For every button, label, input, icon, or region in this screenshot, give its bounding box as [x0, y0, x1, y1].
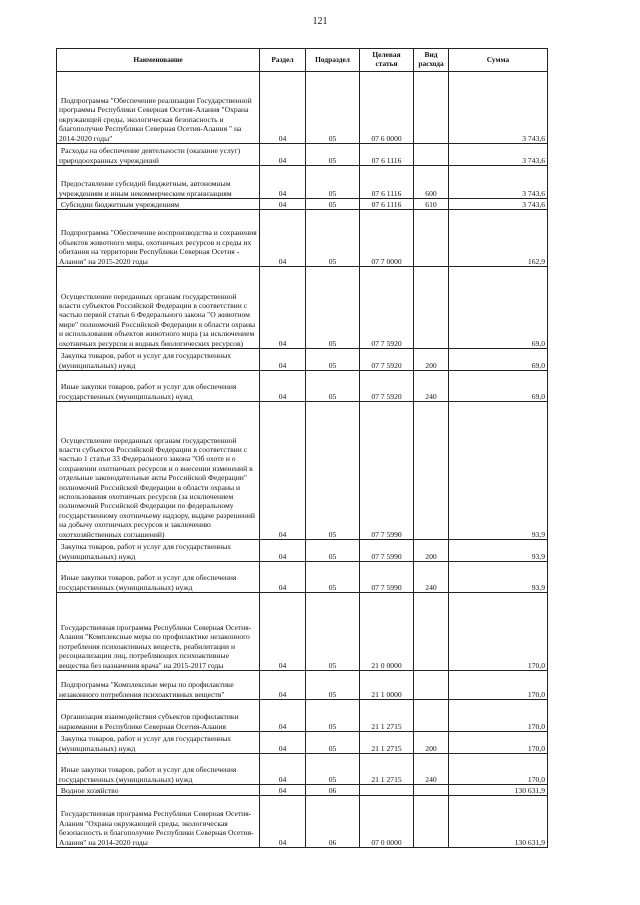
row-subsection: 05 [306, 72, 360, 144]
row-name: Осуществление переданных органам государственной власти субъектов Российской Федерации в соответствии с частью 1 статьи 33 Федерального закона "Об охоте и о сохранении охотничьих ресурсов и о внесении изменений в отдельные законодательные акты Российской Федерации" полномочий Российской Федерации в области охраны и использования охотничьих ресурсов (за исключением полномочий Российской Федерации по федеральному государственному охотничьему надзору, выдаче разрешений на добычу охотничьих ресурсов и заключению охотхозяйственных соглашений) [57, 402, 260, 540]
row-kind: 600 [414, 166, 449, 199]
row-section: 04 [260, 540, 306, 562]
table-row [57, 785, 548, 796]
row-target: 07 6 1116 [360, 144, 414, 166]
page-number: 121 [312, 16, 328, 27]
row-section: 04 [260, 371, 306, 402]
row-section: 04 [260, 210, 306, 267]
row-subsection: 05 [306, 700, 360, 732]
row-sum: 3 743,6 [449, 166, 548, 199]
row-name: Расходы на обеспечение деятельности (оказание услуг) природоохранных учреждений [57, 144, 260, 166]
row-target: 07 7 5990 [360, 562, 414, 593]
table-row [57, 144, 548, 166]
row-kind [414, 402, 449, 540]
row-name: Подпрограмма "Комплексные меры по профилактике незаконного потребления психоактивных веществ" [57, 671, 260, 700]
row-subsection: 06 [306, 796, 360, 848]
row-section: 04 [260, 671, 306, 700]
row-target: 07 7 5920 [360, 349, 414, 371]
row-target: 07 0 0000 [360, 796, 414, 848]
table-body [57, 72, 548, 848]
row-section: 04 [260, 402, 306, 540]
row-target: 21 1 2715 [360, 732, 414, 754]
table-row [57, 371, 548, 402]
row-target: 07 6 1116 [360, 199, 414, 210]
row-section: 04 [260, 267, 306, 349]
row-kind [414, 72, 449, 144]
row-section: 04 [260, 349, 306, 371]
row-sum: 93,9 [449, 402, 548, 540]
row-subsection: 05 [306, 371, 360, 402]
row-target: 07 6 1116 [360, 166, 414, 199]
row-target: 07 7 5920 [360, 371, 414, 402]
row-sum: 170,0 [449, 754, 548, 785]
table-row [57, 754, 548, 785]
row-subsection: 05 [306, 166, 360, 199]
row-kind [414, 593, 449, 671]
row-section: 04 [260, 754, 306, 785]
row-kind: 610 [414, 199, 449, 210]
row-subsection: 06 [306, 785, 360, 796]
row-subsection: 05 [306, 562, 360, 593]
table-header [57, 49, 548, 72]
table-row [57, 796, 548, 848]
row-target: 07 7 0000 [360, 210, 414, 267]
row-subsection: 05 [306, 144, 360, 166]
table-row [57, 166, 548, 199]
row-sum: 3 743,6 [449, 72, 548, 144]
row-subsection: 05 [306, 402, 360, 540]
row-subsection: 05 [306, 540, 360, 562]
row-name: Иные закупки товаров, работ и услуг для обеспечения государственных (муниципальных) нужд [57, 371, 260, 402]
row-kind: 200 [414, 349, 449, 371]
row-kind: 240 [414, 562, 449, 593]
row-kind: 240 [414, 371, 449, 402]
row-subsection: 05 [306, 593, 360, 671]
row-sum: 69,0 [449, 267, 548, 349]
table-row [57, 671, 548, 700]
header-name: Наименование [57, 49, 260, 72]
row-section: 04 [260, 732, 306, 754]
table-row [57, 210, 548, 267]
row-name: Осуществление переданных органам государственной власти субъектов Российской Федерации в соответствии с частью первой статьи 6 Федерального закона "О животном мире" полномочий Российской Федерации в области охраны и использования объектов животного мира (за исключением охотничьих ресурсов и водных биологических ресурсов) [57, 267, 260, 349]
row-sum: 170,0 [449, 593, 548, 671]
row-kind [414, 210, 449, 267]
row-section: 04 [260, 199, 306, 210]
row-section: 04 [260, 785, 306, 796]
table-row [57, 267, 548, 349]
row-target: 21 1 0000 [360, 671, 414, 700]
row-section: 04 [260, 593, 306, 671]
row-name: Закупка товаров, работ и услуг для государственных (муниципальных) нужд [57, 349, 260, 371]
table-row [57, 540, 548, 562]
row-sum: 93,9 [449, 540, 548, 562]
row-name: Закупка товаров, работ и услуг для государственных (муниципальных) нужд [57, 540, 260, 562]
row-kind: 240 [414, 754, 449, 785]
row-target: 07 7 5920 [360, 267, 414, 349]
row-sum: 170,0 [449, 671, 548, 700]
row-name: Иные закупки товаров, работ и услуг для обеспечения государственных (муниципальных) нужд [57, 754, 260, 785]
row-name: Водное хозяйство [57, 785, 260, 796]
row-sum: 170,0 [449, 700, 548, 732]
row-kind [414, 267, 449, 349]
header-kind: Вид расхода [414, 49, 449, 72]
header-sum: Сумма [449, 49, 548, 72]
row-kind [414, 671, 449, 700]
row-name: Иные закупки товаров, работ и услуг для обеспечения государственных (муниципальных) нужд [57, 562, 260, 593]
row-section: 04 [260, 796, 306, 848]
table-row [57, 199, 548, 210]
row-sum: 170,0 [449, 732, 548, 754]
table-row [57, 732, 548, 754]
row-section: 04 [260, 72, 306, 144]
header-subsection: Подраздел [306, 49, 360, 72]
row-target: 21 1 2715 [360, 700, 414, 732]
budget-table [56, 48, 548, 848]
row-subsection: 05 [306, 349, 360, 371]
row-name: Закупка товаров, работ и услуг для государственных (муниципальных) нужд [57, 732, 260, 754]
row-subsection: 05 [306, 267, 360, 349]
row-name: Подпрограмма "Обеспечение воспроизводства и сохранения объектов животного мира, охотничьих ресурсов и среды их обитания на территории Республики Северная Осетия - Алания" на 2015-2020 годы [57, 210, 260, 267]
row-name: Организация взаимодействия субъектов профилактики наркомании в Республике Северная Осетия-Алания [57, 700, 260, 732]
row-target: 21 1 2715 [360, 754, 414, 785]
row-section: 04 [260, 166, 306, 199]
row-kind [414, 700, 449, 732]
row-kind: 200 [414, 540, 449, 562]
row-kind [414, 796, 449, 848]
row-subsection: 05 [306, 732, 360, 754]
row-target: 07 6 0000 [360, 72, 414, 144]
row-sum: 69,0 [449, 349, 548, 371]
row-subsection: 05 [306, 199, 360, 210]
row-subsection: 05 [306, 671, 360, 700]
row-name: Предоставление субсидий бюджетным, автономным учреждениям и иным некоммерческим организациям [57, 166, 260, 199]
row-sum: 130 631,9 [449, 785, 548, 796]
table-row [57, 593, 548, 671]
row-subsection: 05 [306, 754, 360, 785]
row-sum: 69,0 [449, 371, 548, 402]
table-row [57, 562, 548, 593]
table-row [57, 402, 548, 540]
row-kind: 200 [414, 732, 449, 754]
row-target [360, 785, 414, 796]
table-row [57, 700, 548, 732]
row-subsection: 05 [306, 210, 360, 267]
row-kind [414, 785, 449, 796]
header-section: Раздел [260, 49, 306, 72]
row-name: Государственная программа Республики Северная Осетия-Алания "Комплексные меры по профилактике незаконного потребления психоактивных веществ, реабилитации и ресоциализации лиц, потребляющих психоактивные вещества без назначения врача" на 2015-2017 годы [57, 593, 260, 671]
row-sum: 3 743,6 [449, 144, 548, 166]
table-row [57, 349, 548, 371]
row-target: 07 7 5990 [360, 540, 414, 562]
table-row [57, 72, 548, 144]
row-target: 21 0 0000 [360, 593, 414, 671]
row-name: Государственная программа Республики Северная Осетия-Алания "Охрана окружающей среды, экологическая безопасность и благополучие Республики Северная Осетия-Алания" на 2014-2020 годы [57, 796, 260, 848]
row-section: 04 [260, 700, 306, 732]
row-sum: 130 631,9 [449, 796, 548, 848]
row-target: 07 7 5990 [360, 402, 414, 540]
row-sum: 3 743,6 [449, 199, 548, 210]
row-sum: 162,9 [449, 210, 548, 267]
row-section: 04 [260, 144, 306, 166]
row-name: Подпрограмма "Обеспечение реализации Государственной программы Республики Северная Осетия-Алания "Охрана окружающей среды, экологическая безопасность и благополучие Республики Северная Осетия-Алания " на 2014-2020 годы" [57, 72, 260, 144]
row-section: 04 [260, 562, 306, 593]
row-kind [414, 144, 449, 166]
header-target: Целевая статья [360, 49, 414, 72]
row-name: Субсидии бюджетным учреждениям [57, 199, 260, 210]
row-sum: 93,9 [449, 562, 548, 593]
